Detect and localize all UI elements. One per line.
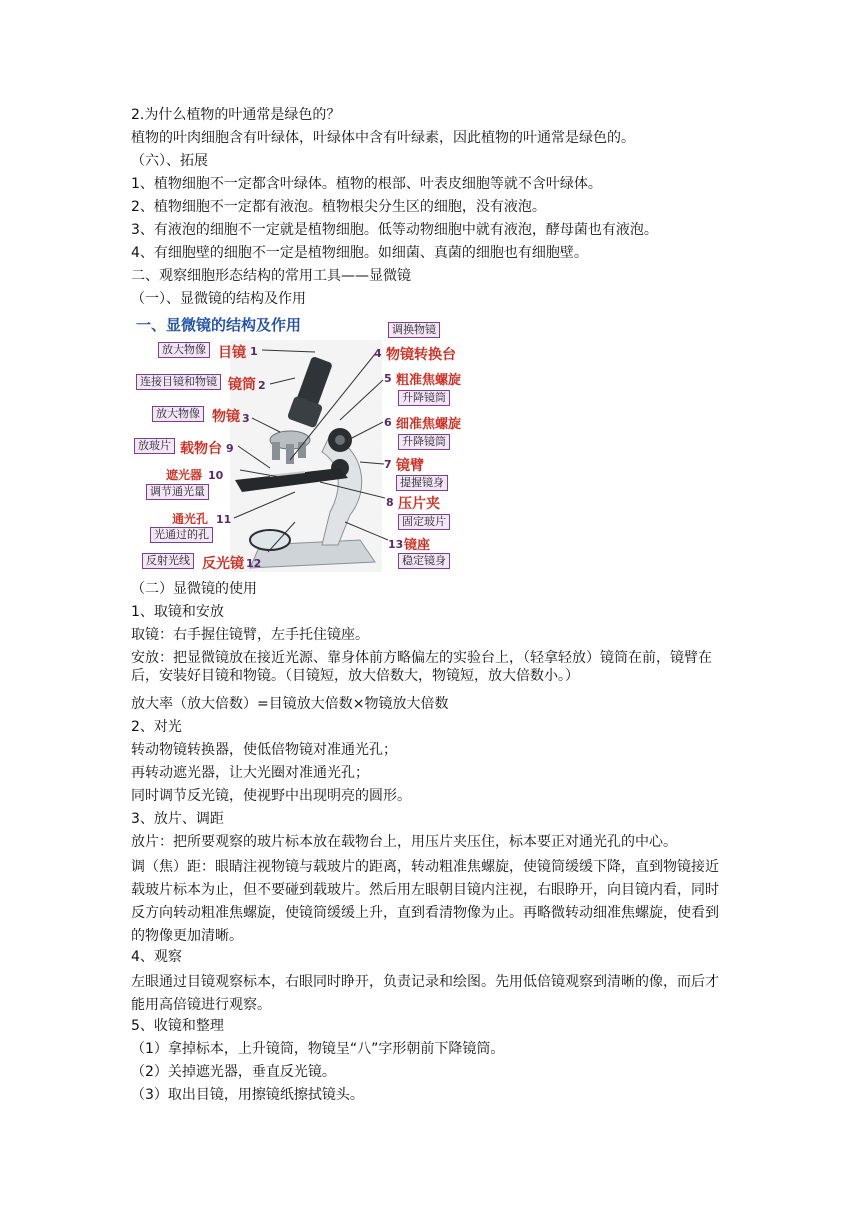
part-name-label: 压片夹: [398, 496, 440, 512]
part-name-label: 镜筒: [228, 377, 256, 393]
part-function-label: 升降镜筒: [398, 434, 450, 450]
paragraph: 安放：把显微镜放在接近光源、靠身体前方略偏左的实验台上，（轻拿轻放）镜筒在前，镜臂在后，安装好目镜和物镜。（目镜短，放大倍数大，物镜短，放大倍数小。）: [131, 650, 712, 684]
formula-text: 放大率（放大倍数）=目镜放大倍数×物镜放大倍数: [131, 696, 449, 712]
list-item: （3）取出目镜，用擦镜纸擦拭镜头。: [131, 1087, 364, 1103]
microscope-diagram: [130, 312, 460, 574]
part-number: 11: [216, 513, 232, 526]
part-function-label: 光通过的孔: [150, 527, 213, 543]
paragraph: 左眼通过目镜观察标本，右眼同时睁开，负责记录和绘图。先用低倍镜观察到清晰的像，而后才能用高倍镜进行观察。: [131, 974, 719, 1013]
part-number: 10: [208, 469, 224, 482]
part-name-label: 镜座: [404, 538, 431, 553]
subsection-heading: （二）显微镜的使用: [131, 581, 257, 597]
list-item: 2、植物细胞不一定都有液泡。植物根尖分生区的细胞，没有液泡。: [131, 199, 546, 215]
part-name-label: 通光孔: [172, 512, 209, 526]
part-function-label: 升降镜筒: [398, 390, 450, 406]
part-function-label: 调换物镜: [388, 322, 440, 338]
part-name-label: 细准焦螺旋: [396, 417, 462, 432]
paragraph: 调（焦）距：眼睛注视物镜与载玻片的距离，转动粗准焦螺旋，使镜筒缓缓下降，直到物镜接近载玻片标本为止，但不要碰到载玻片。然后用左眼朝目镜内注视，右眼睁开，向目镜内看，同时反方向转动粗准焦螺旋，使镜筒缓缓上升，直到看清物像为止。再略微转动细准焦螺旋，使看到的物像更加清晰。: [131, 859, 719, 944]
part-number: 1: [250, 345, 258, 358]
part-name-label: 遮光器: [166, 468, 203, 482]
part-number: 3: [242, 412, 250, 425]
part-number: 2: [258, 379, 266, 392]
subsection-heading: （一）、显微镜的结构及作用: [131, 291, 306, 307]
step-heading: 2、对光: [131, 719, 182, 735]
paragraph: 取镜：右手握住镜臂，左手托住镜座。: [131, 627, 369, 643]
chapter-heading: 二、观察细胞形态结构的常用工具——显微镜: [131, 268, 411, 284]
part-function-label: 稳定镜身: [398, 553, 450, 569]
list-item: 4、有细胞壁的细胞不一定是植物细胞。如细菌、真菌的细胞也有细胞壁。: [131, 245, 588, 261]
part-function-label: 连接目镜和物镜: [136, 374, 221, 390]
part-function-label: 反射光线: [142, 553, 194, 569]
section-heading: （六）、拓展: [131, 153, 208, 169]
question-heading: 2.为什么植物的叶通常是绿色的？: [131, 107, 341, 123]
step-heading: 4、观察: [131, 949, 182, 965]
part-number: 6: [384, 416, 392, 429]
part-number: 4: [374, 347, 382, 360]
part-number: 13: [388, 538, 404, 551]
part-name-label: 物镜转换台: [386, 347, 456, 363]
paragraph: 同时调节反光镜，使视野中出现明亮的圆形。: [131, 788, 411, 804]
part-function-label: 调节通光量: [146, 484, 209, 500]
part-name-label: 载物台: [180, 441, 222, 457]
step-heading: 3、放片、调距: [131, 811, 224, 827]
part-number: 7: [384, 458, 392, 471]
part-name-label: 物镜: [212, 409, 240, 425]
part-number: 8: [386, 496, 394, 509]
list-item: （2）关掉遮光器，垂直反光镜。: [131, 1064, 336, 1080]
diagram-title: 一、显微镜的结构及作用: [136, 316, 302, 334]
step-heading: 1、取镜和安放: [131, 604, 224, 620]
part-function-label: 放大物像: [152, 406, 204, 422]
step-heading: 5、收镜和整理: [131, 1018, 224, 1034]
answer-text: 植物的叶肉细胞含有叶绿体，叶绿体中含有叶绿素，因此植物的叶通常是绿色的。: [131, 130, 635, 146]
part-function-label: 放玻片: [134, 438, 175, 454]
part-name-label: 粗准焦螺旋: [396, 373, 462, 388]
list-item: 1、植物细胞不一定都含叶绿体。植物的根部、叶表皮细胞等就不含叶绿体。: [131, 176, 602, 192]
part-name-label: 反光镜: [202, 556, 244, 572]
part-function-label: 固定玻片: [398, 514, 450, 530]
list-item: 3、有液泡的细胞不一定就是植物细胞。低等动物细胞中就有液泡，酵母菌也有液泡。: [131, 222, 658, 238]
part-number: 9: [226, 442, 234, 455]
part-function-label: 提握镜身: [396, 475, 448, 491]
paragraph: 再转动遮光器，让大光圈对准通光孔；: [131, 765, 369, 781]
part-number: 5: [384, 372, 392, 385]
part-name-label: 镜臂: [396, 458, 424, 474]
part-name-label: 目镜: [218, 345, 246, 361]
part-number: 12: [246, 557, 262, 570]
part-function-label: 放大物像: [158, 342, 210, 358]
list-item: （1）拿掉标本，上升镜筒，物镜呈“八”字形朝前下降镜筒。: [131, 1041, 505, 1057]
paragraph: 转动物镜转换器，使低倍物镜对准通光孔；: [131, 742, 397, 758]
paragraph: 放片：把所要观察的玻片标本放在载物台上，用压片夹压住，标本要正对通光孔的中心。: [131, 834, 677, 850]
